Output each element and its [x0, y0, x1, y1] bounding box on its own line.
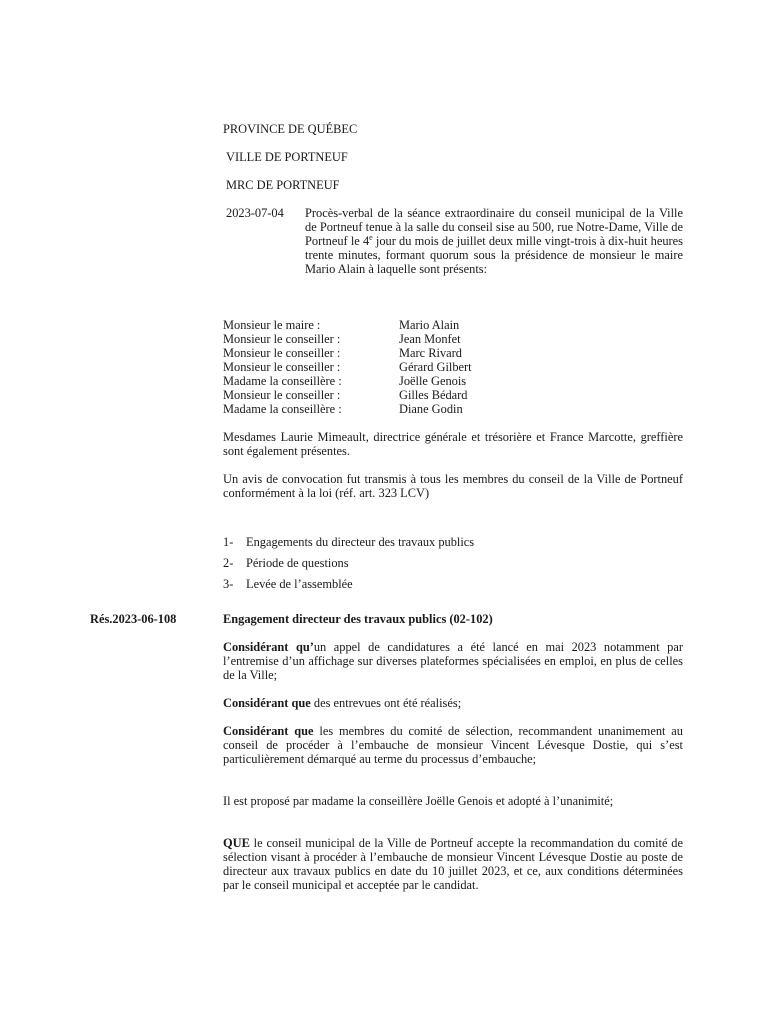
attendee-row: Monsieur le maire : Mario Alain: [223, 318, 460, 332]
que-clause: QUE le conseil municipal de la Ville de Portneuf accepte la recommandation du comité de sélection visant à procéder à l’embauche de monsieur Vincent Lévesque Dostie au poste de directeur aux travaux publics en date du 10 juillet 2023, et ce, aux conditions déterminées par le conseil municipal et acceptée par le candidat.: [223, 836, 683, 892]
attendee-row: Madame la conseillère : Diane Godin: [223, 402, 463, 416]
staff-note: Mesdames Laurie Mimeault, directrice générale et trésorière et France Marcotte, greffière sont également présentes.: [223, 430, 683, 458]
agenda-item: 1- Engagements du directeur des travaux publics: [223, 535, 475, 549]
meeting-intro: Procès-verbal de la séance extraordinaire du conseil municipal de la Ville de Portneuf tenue à la salle du conseil sise au 500, rue Notre-Dame, Ville de Portneuf le 4e jour du mois de juillet deux mille vingt-trois à dix-huit heures trente minutes, formant quorum sous la présidence de monsieur le maire Mario Alain à laquelle sont présents:: [305, 206, 683, 276]
mrc-heading: MRC DE PORTNEUF: [226, 178, 340, 192]
agenda-list: [223, 535, 683, 598]
convocation-notice: Un avis de convocation fut transmis à tous les membres du conseil de la Ville de Portneuf conformément à la loi (réf. art. 323 LCV): [223, 472, 683, 500]
attendee-row: Monsieur le conseiller : Marc Rivard: [223, 346, 462, 360]
resolution-title: Engagement directeur des travaux publics (02-102): [223, 612, 493, 626]
considerant-3: Considérant que les membres du comité de sélection, recommandent unanimement au conseil de procéder à l’embauche de monsieur Vincent Lévesque Dostie, qui s’est particulièrement démarqué au terme du processus d’embauche;: [223, 724, 683, 766]
province-heading: PROVINCE DE QUÉBEC: [223, 122, 358, 136]
considerant-2: Considérant que des entrevues ont été réalisés;: [223, 696, 462, 710]
agenda-item: 3- Levée de l’assemblée: [223, 577, 353, 591]
attendees-list: [223, 318, 683, 416]
considerant-1: Considérant qu’un appel de candidatures a été lancé en mai 2023 notamment par l’entremise d’un affichage sur diverses plateformes spécialisées en emploi, en plus de celles de la Ville;: [223, 640, 683, 682]
proposal: Il est proposé par madame la conseillère Joëlle Genois et adopté à l’unanimité;: [223, 794, 614, 808]
agenda-item: 2- Période de questions: [223, 556, 349, 570]
meeting-date: 2023-07-04: [226, 206, 284, 220]
ville-heading: VILLE DE PORTNEUF: [226, 150, 348, 164]
resolution-number: Rés.2023-06-108: [90, 612, 177, 626]
attendee-row: Monsieur le conseiller : Jean Monfet: [223, 332, 461, 346]
attendee-row: Madame la conseillère : Joëlle Genois: [223, 374, 467, 388]
attendee-row: Monsieur le conseiller : Gilles Bédard: [223, 388, 468, 402]
attendee-row: Monsieur le conseiller : Gérard Gilbert: [223, 360, 472, 374]
